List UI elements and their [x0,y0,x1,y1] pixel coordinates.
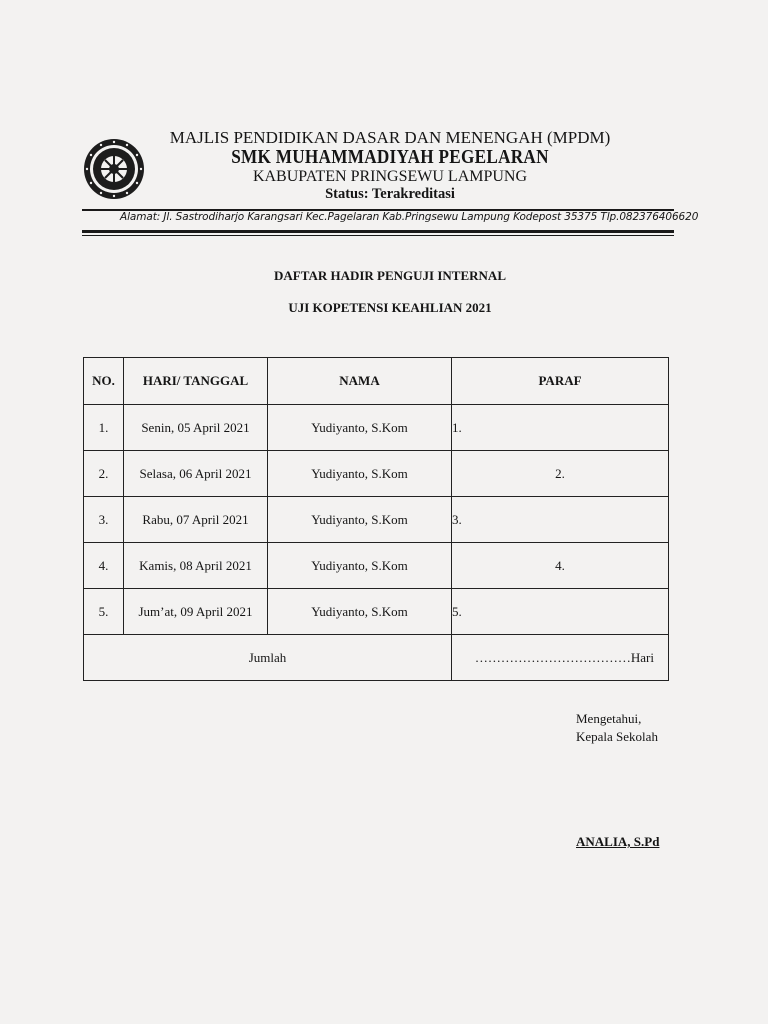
table-row [84,451,669,497]
row-paraf: 2. [555,465,565,481]
header-no: NO. [84,358,124,405]
row-name: Yudiyanto, S.Kom [268,589,452,635]
row-paraf: 3. [452,497,669,543]
row-paraf-cell [452,543,669,589]
row-day-date: Senin, 05 April 2021 [124,405,268,451]
row-no: 2. [84,451,124,497]
table-row [84,589,669,635]
header-name: NAMA [268,358,452,405]
row-paraf: 4. [555,557,565,573]
row-day-date: Selasa, 06 April 2021 [124,451,268,497]
row-paraf: 5. [452,589,669,635]
row-name: Yudiyanto, S.Kom [268,451,452,497]
row-no: 4. [84,543,124,589]
row-no: 3. [84,497,124,543]
accreditation-status: Status: Terakreditasi [325,186,455,202]
row-paraf-cell [452,451,669,497]
principal-name: ANALIA, S.Pd [576,834,660,849]
header-divider-thick [82,230,674,233]
document-title: DAFTAR HADIR PENGUJI INTERNAL [274,268,506,283]
row-day-date: Rabu, 07 April 2021 [124,497,268,543]
regency-name: KABUPATEN PRINGSEWU LAMPUNG [252,168,528,185]
school-name: SMK MUHAMMADIYAH PEGELARAN [231,146,549,168]
total-row [84,635,669,681]
header-paraf: PARAF [452,358,669,405]
row-no: 1. [84,405,124,451]
attendance-table [83,357,669,681]
acknowledgement-label: Mengetahui, [576,711,642,726]
table-row [84,405,669,451]
row-no: 5. [84,589,124,635]
principal-title: Kepala Sekolah [576,729,658,744]
table-row [84,497,669,543]
row-name: Yudiyanto, S.Kom [268,405,452,451]
row-name: Yudiyanto, S.Kom [268,497,452,543]
row-name: Yudiyanto, S.Kom [268,543,452,589]
row-day-date: Jum’at, 09 April 2021 [124,589,268,635]
total-value: ………………………………Hari [474,649,654,665]
header-divider-thin [82,235,674,236]
total-value-cell [452,635,669,681]
total-label: Jumlah [84,635,452,681]
table-header-row [84,358,669,405]
school-address: Alamat: Jl. Sastrodiharjo Karangsari Kec.Pagelaran Kab.Pringsewu Lampung Kodepost 35375 Tlp.082376406620 [120,211,699,223]
institution-name: MAJLIS PENDIDIKAN DASAR DAN MENENGAH (MPDM) [169,128,611,147]
row-paraf: 1. [452,405,669,451]
row-day-date: Kamis, 08 April 2021 [124,543,268,589]
muhammadiyah-seal-icon [82,137,146,201]
document-subtitle: UJI KOPETENSI KEAHLIAN 2021 [288,300,492,315]
header-day-date: HARI/ TANGGAL [124,358,268,405]
table-row [84,543,669,589]
